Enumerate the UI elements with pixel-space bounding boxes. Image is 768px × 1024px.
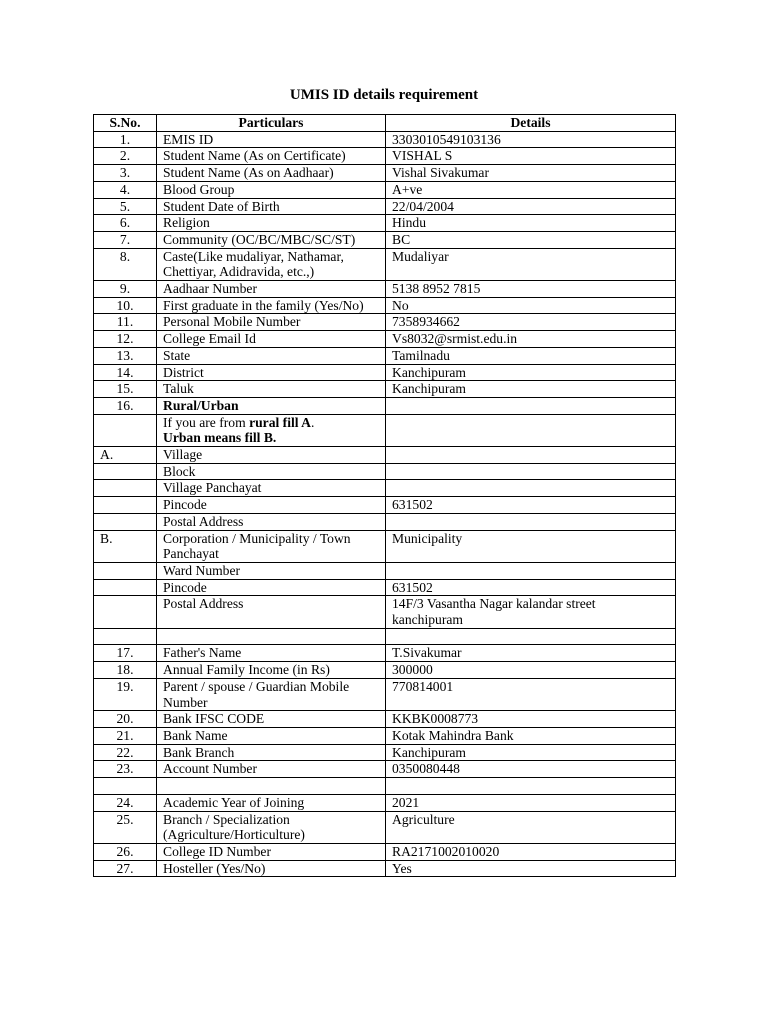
cell-detail: T.Sivakumar (386, 645, 676, 662)
cell-detail: 14F/3 Vasantha Nagar kalandar street kanchipuram (386, 596, 676, 628)
table-row (94, 860, 676, 877)
cell-sno: 8. (94, 248, 157, 280)
cell-detail: No (386, 297, 676, 314)
cell-sno: 16. (94, 397, 157, 414)
instruction-prefix: If you are from (163, 414, 250, 430)
cell-sno: 25. (94, 811, 157, 843)
table-row (94, 231, 676, 248)
page-title: UMIS ID details requirement (289, 87, 479, 103)
cell-sno: 21. (94, 728, 157, 745)
cell-sno: 5. (94, 198, 157, 215)
cell-detail: 0350080448 (386, 761, 676, 778)
cell-detail (386, 513, 676, 530)
cell-particular (157, 628, 386, 645)
instruction-urban: Urban means fill B. (163, 430, 277, 446)
instruction-mid: . (310, 414, 315, 430)
cell-particular: Student Date of Birth (157, 198, 386, 215)
cell-detail (386, 414, 676, 446)
cell-particular: Blood Group (157, 181, 386, 198)
cell-detail: 7358934662 (386, 314, 676, 331)
cell-sno (94, 513, 157, 530)
table-row (94, 728, 676, 745)
cell-particular: Rural/Urban (157, 397, 386, 414)
cell-detail: A+ve (386, 181, 676, 198)
cell-particular: State (157, 347, 386, 364)
cell-particular: Personal Mobile Number (157, 314, 386, 331)
cell-sno: 26. (94, 843, 157, 860)
instruction-rural: rural fill A (249, 414, 311, 430)
cell-sno: 7. (94, 231, 157, 248)
cell-sno: 1. (94, 131, 157, 148)
cell-particular: Account Number (157, 761, 386, 778)
cell-detail: Kanchipuram (386, 381, 676, 398)
cell-particular: Father's Name (157, 645, 386, 662)
table-row (94, 297, 676, 314)
cell-sno: 3. (94, 165, 157, 182)
cell-detail: VISHAL S (386, 148, 676, 165)
cell-sno: 11. (94, 314, 157, 331)
cell-particular (157, 414, 386, 446)
cell-sno (94, 463, 157, 480)
cell-particular (157, 778, 386, 795)
table-row (94, 447, 676, 464)
cell-sno: A. (94, 447, 157, 464)
cell-sno: 12. (94, 331, 157, 348)
cell-detail: 770814001 (386, 678, 676, 710)
cell-sno (94, 497, 157, 514)
cell-sno: 19. (94, 678, 157, 710)
cell-detail (386, 562, 676, 579)
cell-particular: Bank IFSC CODE (157, 711, 386, 728)
header-details: Details (386, 115, 676, 132)
table-row (94, 181, 676, 198)
table-row (94, 645, 676, 662)
cell-sno: 17. (94, 645, 157, 662)
cell-particular: Corporation / Municipality / Town Panchayat (157, 530, 386, 562)
table-row (94, 744, 676, 761)
cell-sno: 15. (94, 381, 157, 398)
cell-detail (386, 397, 676, 414)
table-row (94, 761, 676, 778)
cell-particular: Bank Name (157, 728, 386, 745)
umis-details-table (93, 114, 676, 877)
cell-detail: BC (386, 231, 676, 248)
cell-particular: Student Name (As on Aadhaar) (157, 165, 386, 182)
cell-particular: Bank Branch (157, 744, 386, 761)
cell-detail: KKBK0008773 (386, 711, 676, 728)
header-particulars: Particulars (157, 115, 386, 132)
table-row (94, 562, 676, 579)
cell-sno: 6. (94, 215, 157, 232)
cell-detail (386, 628, 676, 645)
cell-sno: 9. (94, 281, 157, 298)
cell-particular: Student Name (As on Certificate) (157, 148, 386, 165)
cell-detail: Vs8032@srmist.edu.in (386, 331, 676, 348)
cell-detail: 3303010549103136 (386, 131, 676, 148)
table-row (94, 148, 676, 165)
cell-sno: 2. (94, 148, 157, 165)
cell-detail: Kanchipuram (386, 364, 676, 381)
cell-detail: 300000 (386, 662, 676, 679)
cell-sno: 4. (94, 181, 157, 198)
table-row (94, 513, 676, 530)
table-row (94, 628, 676, 645)
cell-particular: Aadhaar Number (157, 281, 386, 298)
cell-detail: 2021 (386, 794, 676, 811)
table-row (94, 678, 676, 710)
cell-sno (94, 778, 157, 795)
cell-particular: Pincode (157, 497, 386, 514)
table-row (94, 843, 676, 860)
cell-sno: B. (94, 530, 157, 562)
cell-detail: Agriculture (386, 811, 676, 843)
table-row (94, 381, 676, 398)
cell-particular: Postal Address (157, 513, 386, 530)
cell-detail (386, 778, 676, 795)
cell-detail: Yes (386, 860, 676, 877)
cell-detail: 5138 8952 7815 (386, 281, 676, 298)
cell-particular: First graduate in the family (Yes/No) (157, 297, 386, 314)
cell-sno: 23. (94, 761, 157, 778)
cell-detail: 631502 (386, 497, 676, 514)
cell-sno (94, 596, 157, 628)
table-row (94, 248, 676, 280)
cell-detail (386, 447, 676, 464)
cell-detail: 22/04/2004 (386, 198, 676, 215)
cell-particular: Pincode (157, 579, 386, 596)
table-row (94, 711, 676, 728)
cell-detail: Mudaliyar (386, 248, 676, 280)
cell-detail: Kotak Mahindra Bank (386, 728, 676, 745)
cell-particular: EMIS ID (157, 131, 386, 148)
table-row (94, 165, 676, 182)
cell-sno: 13. (94, 347, 157, 364)
cell-detail: Vishal Sivakumar (386, 165, 676, 182)
cell-detail: Tamilnadu (386, 347, 676, 364)
table-row (94, 347, 676, 364)
cell-detail: 631502 (386, 579, 676, 596)
cell-sno: 24. (94, 794, 157, 811)
table-row (94, 811, 676, 843)
cell-sno: 14. (94, 364, 157, 381)
cell-particular: Postal Address (157, 596, 386, 628)
cell-particular: Ward Number (157, 562, 386, 579)
cell-sno (94, 579, 157, 596)
table-row (94, 215, 676, 232)
cell-sno: 27. (94, 860, 157, 877)
cell-particular: Block (157, 463, 386, 480)
cell-particular: Hosteller (Yes/No) (157, 860, 386, 877)
table-row (94, 414, 676, 446)
cell-detail (386, 463, 676, 480)
cell-particular: College Email Id (157, 331, 386, 348)
cell-sno (94, 562, 157, 579)
cell-sno: 18. (94, 662, 157, 679)
cell-detail (386, 480, 676, 497)
cell-particular: Community (OC/BC/MBC/SC/ST) (157, 231, 386, 248)
header-sno: S.No. (94, 115, 157, 132)
cell-particular: District (157, 364, 386, 381)
table-row (94, 397, 676, 414)
cell-particular: College ID Number (157, 843, 386, 860)
cell-sno (94, 414, 157, 446)
table-row (94, 331, 676, 348)
cell-particular: Village Panchayat (157, 480, 386, 497)
cell-detail: Hindu (386, 215, 676, 232)
table-row (94, 497, 676, 514)
table-row (94, 480, 676, 497)
table-header-row (94, 115, 676, 132)
cell-sno: 20. (94, 711, 157, 728)
table-body (94, 131, 676, 877)
cell-sno: 22. (94, 744, 157, 761)
table-row (94, 662, 676, 679)
table-row (94, 198, 676, 215)
cell-sno (94, 480, 157, 497)
cell-particular: Religion (157, 215, 386, 232)
cell-detail: Municipality (386, 530, 676, 562)
cell-sno (94, 628, 157, 645)
table-row (94, 314, 676, 331)
cell-detail: Kanchipuram (386, 744, 676, 761)
table-row (94, 131, 676, 148)
cell-particular: Taluk (157, 381, 386, 398)
table-row (94, 530, 676, 562)
cell-particular: Parent / spouse / Guardian Mobile Number (157, 678, 386, 710)
table-row (94, 281, 676, 298)
table-row (94, 596, 676, 628)
cell-sno: 10. (94, 297, 157, 314)
cell-particular: Branch / Specialization (Agriculture/Horticulture) (157, 811, 386, 843)
cell-particular: Academic Year of Joining (157, 794, 386, 811)
table-row (94, 463, 676, 480)
cell-particular: Annual Family Income (in Rs) (157, 662, 386, 679)
cell-particular: Village (157, 447, 386, 464)
cell-detail: RA2171002010020 (386, 843, 676, 860)
table-row (94, 364, 676, 381)
table-row (94, 794, 676, 811)
cell-particular: Caste(Like mudaliyar, Nathamar, Chettiyar, Adidravida, etc.,) (157, 248, 386, 280)
table-row (94, 579, 676, 596)
table-row (94, 778, 676, 795)
